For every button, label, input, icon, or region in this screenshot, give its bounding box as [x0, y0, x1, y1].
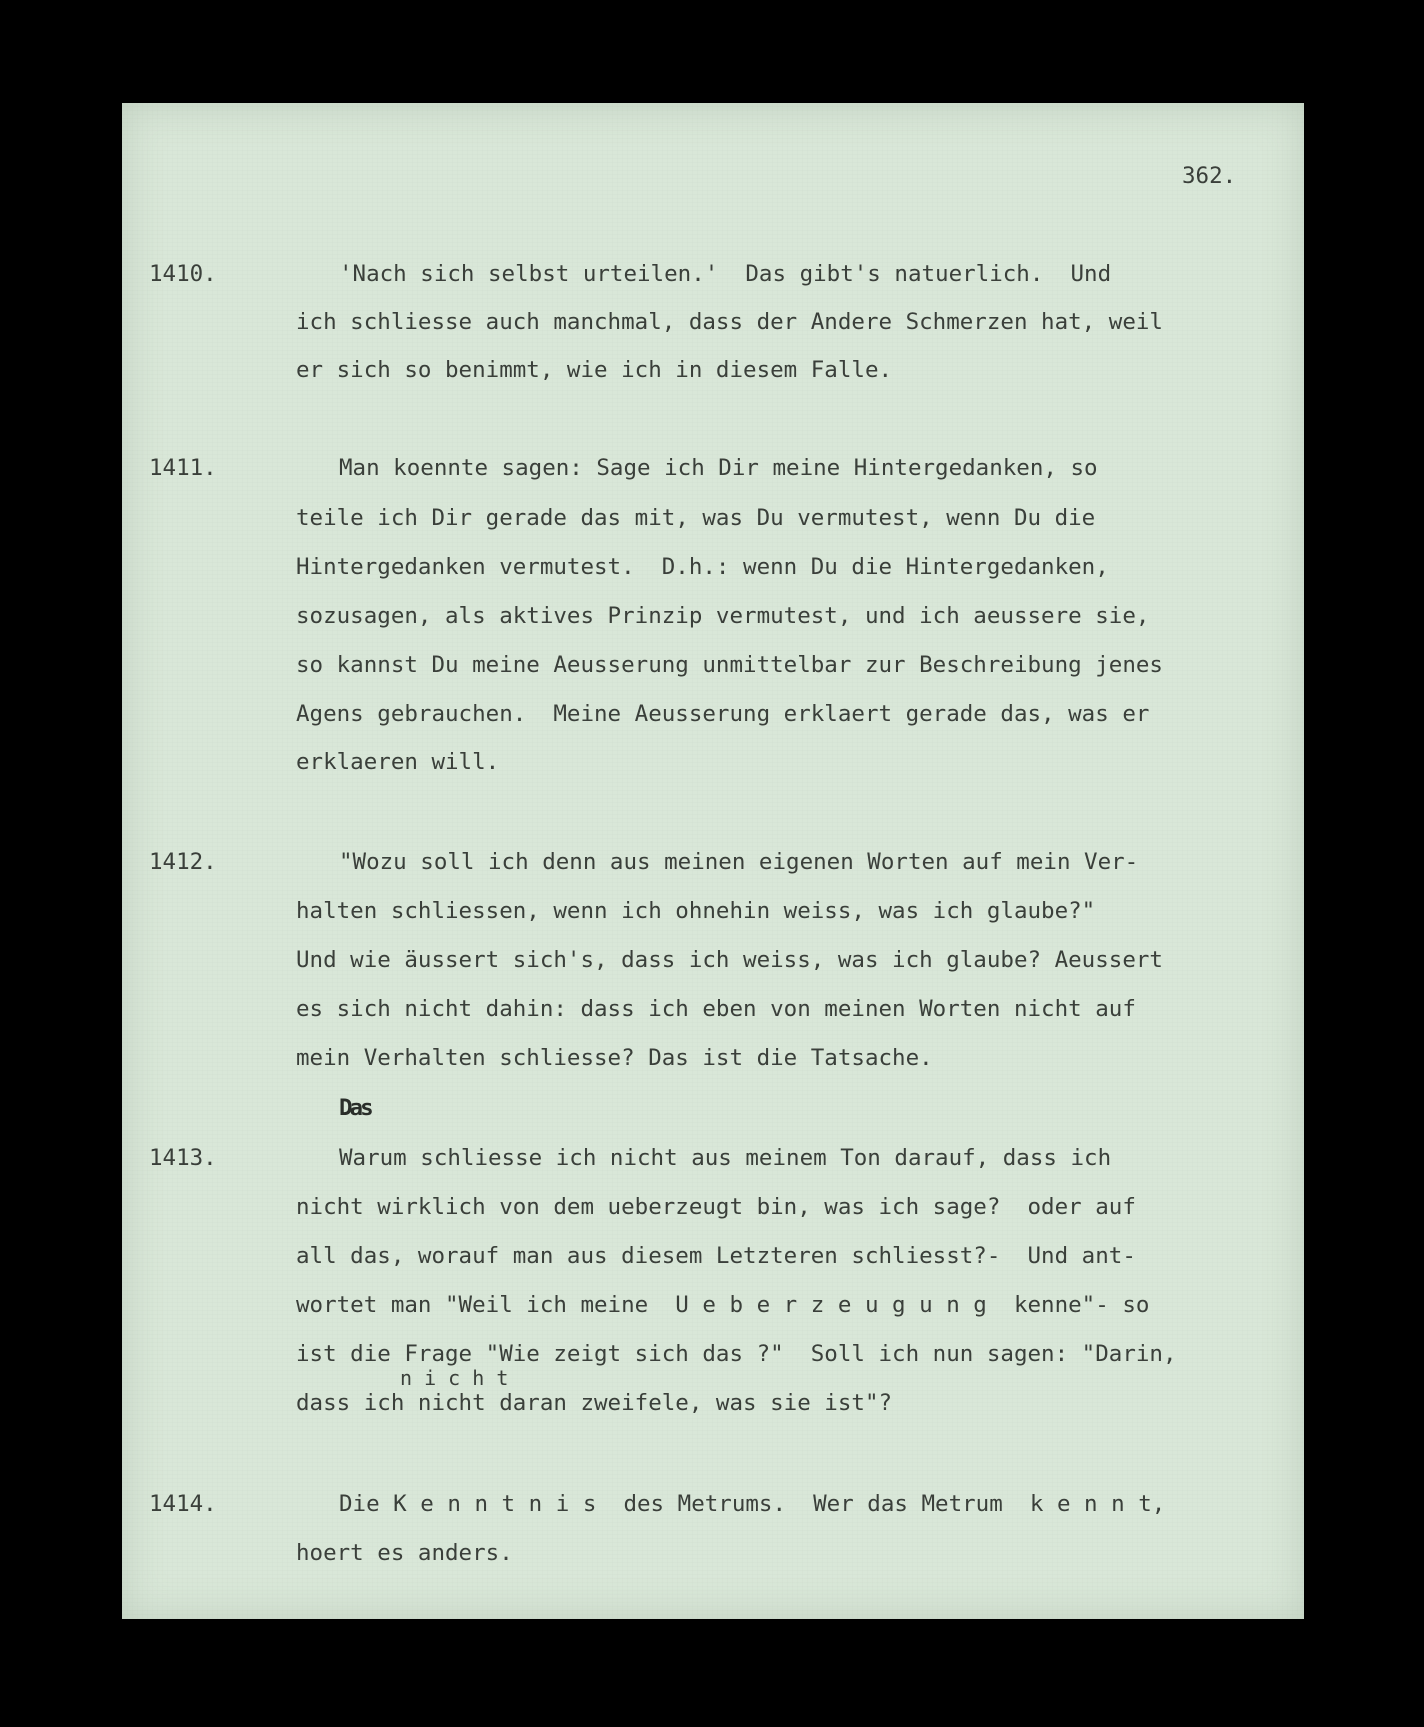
text-line: halten schliessen, wenn ich ohnehin weiss, was ich glaube?"	[296, 898, 1096, 924]
typescript-page	[122, 103, 1304, 1619]
text-line: Agens gebrauchen. Meine Aeusserung erklaert gerade das, was er	[296, 701, 1150, 727]
interlinear-insertion: n i c h t	[400, 1366, 509, 1390]
text-line: er sich so benimmt, wie ich in diesem Falle.	[296, 357, 893, 383]
text-line: nicht wirklich von dem ueberzeugt bin, was ich sage? oder auf	[296, 1194, 1136, 1220]
remark-number: 1413.	[149, 1145, 217, 1171]
text-line: erklaeren will.	[296, 749, 500, 775]
remark-number: 1412.	[149, 849, 217, 875]
text-line: 'Nach sich selbst urteilen.' Das gibt's natuerlich. Und	[339, 261, 1112, 287]
text-line: Man koennte sagen: Sage ich Dir meine Hintergedanken, so	[339, 455, 1098, 481]
text-line: dass ich nicht daran zweifele, was sie ist"?	[296, 1390, 893, 1416]
text-line: mein Verhalten schliesse? Das ist die Tatsache.	[296, 1045, 933, 1071]
text-line: teile ich Dir gerade das mit, was Du vermutest, wenn Du die	[296, 505, 1096, 531]
text-line: sozusagen, als aktives Prinzip vermutest, und ich aeussere sie,	[296, 603, 1150, 629]
text-line: ich schliesse auch manchmal, dass der Andere Schmerzen hat, weil	[296, 309, 1163, 335]
text-line: all das, worauf man aus diesem Letzteren schliesst?- Und ant-	[296, 1243, 1136, 1269]
text-line: "Wozu soll ich denn aus meinen eigenen Worten auf mein Ver-	[339, 849, 1139, 875]
remark-number: 1414.	[149, 1491, 217, 1517]
text-line: hoert es anders.	[296, 1540, 513, 1566]
text-line: Warum schliesse ich nicht aus meinem Ton darauf, dass ich	[339, 1145, 1112, 1171]
remark-number: 1410.	[149, 261, 217, 287]
text-line: ist die Frage "Wie zeigt sich das ?" Soll ich nun sagen: "Darin,	[296, 1341, 1177, 1367]
text-line: es sich nicht dahin: dass ich eben von meinen Worten nicht auf	[296, 996, 1136, 1022]
text-line: wortet man "Weil ich meine U e b e r z e u g u n g kenne"- so	[296, 1292, 1150, 1318]
text-line: Hintergedanken vermutest. D.h.: wenn Du die Hintergedanken,	[296, 554, 1109, 580]
remark-number: 1411.	[149, 455, 217, 481]
struck-out-word: Das	[339, 1095, 371, 1121]
text-line: so kannst Du meine Aeusserung unmittelbar zur Beschreibung jenes	[296, 652, 1163, 678]
page-number: 362.	[1182, 163, 1237, 189]
text-line: Und wie äussert sich's, dass ich weiss, was ich glaube? Aeussert	[296, 947, 1163, 973]
text-line: Die K e n n t n i s des Metrums. Wer das Metrum k e n n t,	[339, 1491, 1166, 1517]
